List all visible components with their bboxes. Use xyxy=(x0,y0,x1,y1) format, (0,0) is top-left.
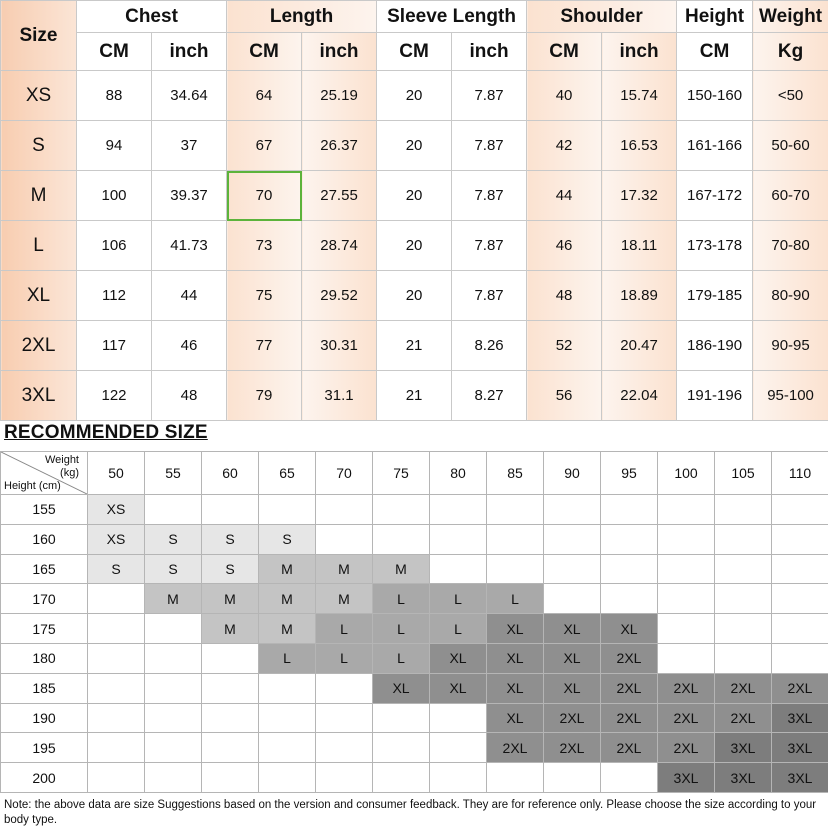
recommended-size-cell: XL xyxy=(430,643,487,673)
recommended-size-cell xyxy=(544,524,601,554)
recommended-size-cell xyxy=(487,524,544,554)
size-row xyxy=(1,271,828,321)
size-value-cell: 48 xyxy=(527,271,602,321)
recommended-size-cell: XL xyxy=(430,673,487,703)
unit-header: CM xyxy=(227,33,302,71)
recommended-size-cell xyxy=(373,733,430,763)
unit-header: CM xyxy=(677,33,753,71)
weight-column-header: 65 xyxy=(259,452,316,495)
height-row xyxy=(1,524,828,554)
height-row-header: 155 xyxy=(1,495,88,525)
recommended-size-cell: L xyxy=(316,643,373,673)
recommended-size-cell xyxy=(601,524,658,554)
recommended-size-cell xyxy=(430,703,487,733)
recommended-size-cell: M xyxy=(316,584,373,614)
recommended-size-cell: M xyxy=(202,614,259,644)
size-row xyxy=(1,71,828,121)
recommended-size-cell xyxy=(316,673,373,703)
recommended-size-cell xyxy=(373,763,430,793)
recommended-size-cell xyxy=(430,524,487,554)
recommended-size-cell xyxy=(145,495,202,525)
recommended-size-cell xyxy=(145,733,202,763)
size-value-cell: 16.53 xyxy=(602,121,677,171)
recommended-size-cell xyxy=(145,643,202,673)
recommended-size-cell: 2XL xyxy=(544,733,601,763)
recommended-size-cell xyxy=(715,614,772,644)
size-value-cell: 46 xyxy=(152,321,227,371)
weight-height-corner-cell xyxy=(1,452,88,495)
recommended-size-cell: XS xyxy=(88,524,145,554)
recommended-size-cell: XL xyxy=(487,614,544,644)
size-value-cell: 122 xyxy=(77,371,152,421)
size-value-cell: 18.89 xyxy=(602,271,677,321)
height-row-header: 195 xyxy=(1,733,88,763)
size-value-cell: 22.04 xyxy=(602,371,677,421)
recommended-size-cell: L xyxy=(430,614,487,644)
recommended-size-cell xyxy=(373,495,430,525)
size-label: L xyxy=(1,221,77,271)
size-value-cell: 20 xyxy=(377,171,452,221)
weight-axis-label xyxy=(45,454,79,480)
size-value-cell: 50-60 xyxy=(753,121,828,171)
recommended-size-cell: 3XL xyxy=(772,703,828,733)
height-row xyxy=(1,733,828,763)
height-row xyxy=(1,554,828,584)
size-value-cell: 150-160 xyxy=(677,71,753,121)
recommended-size-cell: M xyxy=(259,584,316,614)
height-row-header: 180 xyxy=(1,643,88,673)
recommended-size-cell xyxy=(772,495,828,525)
recommended-size-cell: 2XL xyxy=(658,673,715,703)
recommended-size-cell: XL xyxy=(487,703,544,733)
recommended-size-cell: 3XL xyxy=(715,763,772,793)
recommended-size-cell xyxy=(544,584,601,614)
recommended-size-cell xyxy=(715,495,772,525)
recommended-size-cell xyxy=(202,673,259,703)
recommended-size-cell: 2XL xyxy=(544,703,601,733)
unit-header: inch xyxy=(452,33,527,71)
recommended-size-cell: 2XL xyxy=(601,643,658,673)
size-value-cell: 77 xyxy=(227,321,302,371)
size-value-cell: 42 xyxy=(527,121,602,171)
size-row xyxy=(1,121,828,171)
recommended-size-cell: XL xyxy=(544,614,601,644)
weight-column-header: 105 xyxy=(715,452,772,495)
recommended-size-cell: XL xyxy=(544,673,601,703)
recommended-size-cell: L xyxy=(430,584,487,614)
size-value-cell: 90-95 xyxy=(753,321,828,371)
recommended-size-cell xyxy=(658,584,715,614)
size-value-cell: 34.64 xyxy=(152,71,227,121)
recommended-size-cell xyxy=(259,495,316,525)
recommended-size-cell: XL xyxy=(487,673,544,703)
recommended-size-cell xyxy=(88,733,145,763)
size-value-cell: 95-100 xyxy=(753,371,828,421)
size-value-cell: 41.73 xyxy=(152,221,227,271)
size-value-cell: 80-90 xyxy=(753,271,828,321)
size-value-cell: 79 xyxy=(227,371,302,421)
weight-column-header: 95 xyxy=(601,452,658,495)
size-value-cell: 186-190 xyxy=(677,321,753,371)
size-value-cell: 7.87 xyxy=(452,271,527,321)
size-value-cell: 8.27 xyxy=(452,371,527,421)
recommended-size-cell xyxy=(430,554,487,584)
height-row xyxy=(1,703,828,733)
recommended-size-cell: 2XL xyxy=(715,673,772,703)
group-header-shoulder: Shoulder xyxy=(527,1,677,33)
recommended-size-cell: L xyxy=(316,614,373,644)
size-value-cell: 112 xyxy=(77,271,152,321)
recommended-size-cell: L xyxy=(259,643,316,673)
height-row-header: 170 xyxy=(1,584,88,614)
size-value-cell: 60-70 xyxy=(753,171,828,221)
unit-header: CM xyxy=(377,33,452,71)
recommended-size-cell xyxy=(772,643,828,673)
unit-header: inch xyxy=(602,33,677,71)
recommended-size-cell xyxy=(658,614,715,644)
unit-header: Kg xyxy=(753,33,828,71)
unit-header: inch xyxy=(302,33,377,71)
weight-label-line2: (kg) xyxy=(60,467,79,479)
weight-label-line1: Weight xyxy=(45,454,79,466)
size-value-cell: 52 xyxy=(527,321,602,371)
size-value-cell: 20 xyxy=(377,121,452,171)
size-value-cell: 20 xyxy=(377,221,452,271)
size-row xyxy=(1,171,828,221)
size-value-cell: 21 xyxy=(377,321,452,371)
recommended-size-cell xyxy=(316,733,373,763)
height-row-header: 190 xyxy=(1,703,88,733)
size-value-cell: 94 xyxy=(77,121,152,171)
weight-column-header: 70 xyxy=(316,452,373,495)
weight-column-header: 80 xyxy=(430,452,487,495)
recommended-size-cell xyxy=(772,584,828,614)
size-value-cell: 88 xyxy=(77,71,152,121)
size-value-cell: 100 xyxy=(77,171,152,221)
recommended-size-cell xyxy=(202,763,259,793)
recommended-size-cell xyxy=(601,584,658,614)
recommended-size-cell: S xyxy=(202,554,259,584)
size-value-cell: 37 xyxy=(152,121,227,171)
recommended-size-cell: M xyxy=(373,554,430,584)
recommended-size-cell: 3XL xyxy=(658,763,715,793)
size-value-cell: 67 xyxy=(227,121,302,171)
weight-column-header: 55 xyxy=(145,452,202,495)
size-value-cell: 70 xyxy=(227,171,302,221)
size-value-cell: 75 xyxy=(227,271,302,321)
size-value-cell: 21 xyxy=(377,371,452,421)
recommended-size-cell: S xyxy=(145,554,202,584)
recommended-size-cell: XL xyxy=(373,673,430,703)
size-value-cell: 17.32 xyxy=(602,171,677,221)
group-header-weight: Weight xyxy=(753,1,828,33)
size-value-cell: 73 xyxy=(227,221,302,271)
size-value-cell: 20.47 xyxy=(602,321,677,371)
recommended-size-cell: 2XL xyxy=(715,703,772,733)
recommended-size-cell: M xyxy=(202,584,259,614)
recommended-size-cell xyxy=(715,524,772,554)
recommended-size-cell: L xyxy=(487,584,544,614)
recommended-size-cell xyxy=(715,584,772,614)
recommended-size-cell xyxy=(202,495,259,525)
size-value-cell: 30.31 xyxy=(302,321,377,371)
recommended-size-cell: 2XL xyxy=(601,673,658,703)
size-value-cell: 39.37 xyxy=(152,171,227,221)
size-label: XS xyxy=(1,71,77,121)
recommended-size-cell: S xyxy=(88,554,145,584)
recommended-size-cell xyxy=(259,673,316,703)
size-value-cell: 70-80 xyxy=(753,221,828,271)
recommended-size-cell xyxy=(715,643,772,673)
recommended-size-cell xyxy=(601,495,658,525)
recommended-size-cell: 2XL xyxy=(601,733,658,763)
recommended-size-cell xyxy=(145,673,202,703)
height-axis-label: Height (cm) xyxy=(4,480,61,492)
recommended-size-cell: 3XL xyxy=(715,733,772,763)
size-label: 3XL xyxy=(1,371,77,421)
size-value-cell: 26.37 xyxy=(302,121,377,171)
recommended-size-cell xyxy=(316,703,373,733)
recommended-size-cell: M xyxy=(145,584,202,614)
size-value-cell: 44 xyxy=(152,271,227,321)
recommended-size-cell xyxy=(88,763,145,793)
recommended-size-cell: 3XL xyxy=(772,763,828,793)
recommended-size-cell xyxy=(88,703,145,733)
recommended-size-cell xyxy=(316,524,373,554)
height-row-header: 200 xyxy=(1,763,88,793)
recommended-size-cell xyxy=(601,554,658,584)
recommended-size-cell xyxy=(88,673,145,703)
size-value-cell: 25.19 xyxy=(302,71,377,121)
recommended-size-cell xyxy=(715,554,772,584)
size-value-cell: 161-166 xyxy=(677,121,753,171)
size-value-cell: 56 xyxy=(527,371,602,421)
recommended-size-cell xyxy=(145,703,202,733)
recommended-size-cell xyxy=(658,554,715,584)
recommended-size-cell xyxy=(544,763,601,793)
group-header-sleeve-length: Sleeve Length xyxy=(377,1,527,33)
recommended-size-cell xyxy=(544,495,601,525)
size-value-cell: 28.74 xyxy=(302,221,377,271)
size-value-cell: 48 xyxy=(152,371,227,421)
size-value-cell: 20 xyxy=(377,271,452,321)
size-value-cell: 117 xyxy=(77,321,152,371)
recommended-size-cell: 3XL xyxy=(772,733,828,763)
recommended-size-cell xyxy=(430,763,487,793)
size-value-cell: 7.87 xyxy=(452,71,527,121)
size-value-cell: 44 xyxy=(527,171,602,221)
recommended-size-cell: L xyxy=(373,584,430,614)
group-header-height: Height xyxy=(677,1,753,33)
recommended-size-cell: XL xyxy=(544,643,601,673)
size-value-cell: 167-172 xyxy=(677,171,753,221)
size-value-cell: 8.26 xyxy=(452,321,527,371)
size-value-cell: 46 xyxy=(527,221,602,271)
recommended-size-cell xyxy=(658,643,715,673)
size-value-cell: 18.11 xyxy=(602,221,677,271)
recommended-size-cell xyxy=(88,614,145,644)
recommended-size-cell: 2XL xyxy=(601,703,658,733)
recommended-size-cell xyxy=(202,643,259,673)
size-value-cell: 7.87 xyxy=(452,171,527,221)
recommended-size-cell: 2XL xyxy=(487,733,544,763)
recommended-size-cell xyxy=(373,703,430,733)
recommended-size-cell xyxy=(145,763,202,793)
recommended-size-cell xyxy=(259,763,316,793)
size-value-cell: 27.55 xyxy=(302,171,377,221)
height-row-header: 160 xyxy=(1,524,88,554)
recommended-size-cell xyxy=(373,524,430,554)
recommended-size-cell xyxy=(202,703,259,733)
weight-column-header: 60 xyxy=(202,452,259,495)
weight-column-header: 50 xyxy=(88,452,145,495)
recommended-size-cell xyxy=(601,763,658,793)
size-value-cell: 20 xyxy=(377,71,452,121)
recommended-size-cell xyxy=(259,703,316,733)
size-value-cell: 7.87 xyxy=(452,121,527,171)
recommended-size-cell: 2XL xyxy=(658,733,715,763)
recommended-size-cell xyxy=(544,554,601,584)
recommended-size-cell: L xyxy=(373,614,430,644)
recommended-size-cell xyxy=(658,495,715,525)
recommended-size-cell: S xyxy=(145,524,202,554)
recommended-size-cell xyxy=(88,643,145,673)
size-value-cell: 191-196 xyxy=(677,371,753,421)
size-row xyxy=(1,221,828,271)
recommended-size-grid xyxy=(0,451,828,793)
unit-header: CM xyxy=(77,33,152,71)
unit-header: CM xyxy=(527,33,602,71)
size-value-cell: 106 xyxy=(77,221,152,271)
recommended-size-cell: 2XL xyxy=(772,673,828,703)
size-column-header: Size xyxy=(1,1,77,71)
recommended-size-cell: S xyxy=(202,524,259,554)
height-row xyxy=(1,614,828,644)
size-value-cell: 173-178 xyxy=(677,221,753,271)
recommended-size-cell xyxy=(430,733,487,763)
size-value-cell: 40 xyxy=(527,71,602,121)
recommended-size-cell xyxy=(772,524,828,554)
height-row-header: 165 xyxy=(1,554,88,584)
recommended-size-cell xyxy=(658,524,715,554)
size-value-cell: 29.52 xyxy=(302,271,377,321)
unit-header: inch xyxy=(152,33,227,71)
recommended-size-cell xyxy=(487,495,544,525)
size-label: XL xyxy=(1,271,77,321)
size-value-cell: 31.1 xyxy=(302,371,377,421)
size-label: S xyxy=(1,121,77,171)
recommended-size-cell xyxy=(316,763,373,793)
size-value-cell: 64 xyxy=(227,71,302,121)
recommended-size-cell: L xyxy=(373,643,430,673)
weight-column-header: 90 xyxy=(544,452,601,495)
recommended-size-title: RECOMMENDED SIZE xyxy=(4,422,208,444)
recommended-size-cell: S xyxy=(259,524,316,554)
recommended-size-cell: M xyxy=(259,554,316,584)
size-value-cell: <50 xyxy=(753,71,828,121)
height-row xyxy=(1,643,828,673)
height-row xyxy=(1,673,828,703)
recommended-size-cell xyxy=(430,495,487,525)
recommended-size-cell xyxy=(316,495,373,525)
group-header-chest: Chest xyxy=(77,1,227,33)
size-value-cell: 7.87 xyxy=(452,221,527,271)
recommended-size-cell: XL xyxy=(487,643,544,673)
height-row-header: 185 xyxy=(1,673,88,703)
recommended-size-cell xyxy=(487,763,544,793)
recommended-size-cell xyxy=(145,614,202,644)
weight-column-header: 100 xyxy=(658,452,715,495)
size-label: M xyxy=(1,171,77,221)
recommended-size-cell: XL xyxy=(601,614,658,644)
recommended-size-cell xyxy=(259,733,316,763)
recommended-size-cell xyxy=(772,554,828,584)
recommended-size-cell xyxy=(202,733,259,763)
recommended-size-cell: M xyxy=(259,614,316,644)
recommended-size-cell xyxy=(487,554,544,584)
weight-column-header: 85 xyxy=(487,452,544,495)
recommended-size-cell: 2XL xyxy=(658,703,715,733)
weight-column-header: 75 xyxy=(373,452,430,495)
group-header-length: Length xyxy=(227,1,377,33)
disclaimer-note: Note: the above data are size Suggestions based on the version and consumer feedback. They are for reference only. Please choose the size according to your body type. xyxy=(4,798,824,828)
size-value-cell: 15.74 xyxy=(602,71,677,121)
recommended-size-cell xyxy=(88,584,145,614)
height-row-header: 175 xyxy=(1,614,88,644)
size-row xyxy=(1,371,828,421)
size-value-cell: 179-185 xyxy=(677,271,753,321)
recommended-size-cell: XS xyxy=(88,495,145,525)
recommended-size-cell xyxy=(772,614,828,644)
height-row xyxy=(1,584,828,614)
size-row xyxy=(1,321,828,371)
height-row xyxy=(1,495,828,525)
height-row xyxy=(1,763,828,793)
size-label: 2XL xyxy=(1,321,77,371)
recommended-size-cell: M xyxy=(316,554,373,584)
weight-column-header: 110 xyxy=(772,452,828,495)
